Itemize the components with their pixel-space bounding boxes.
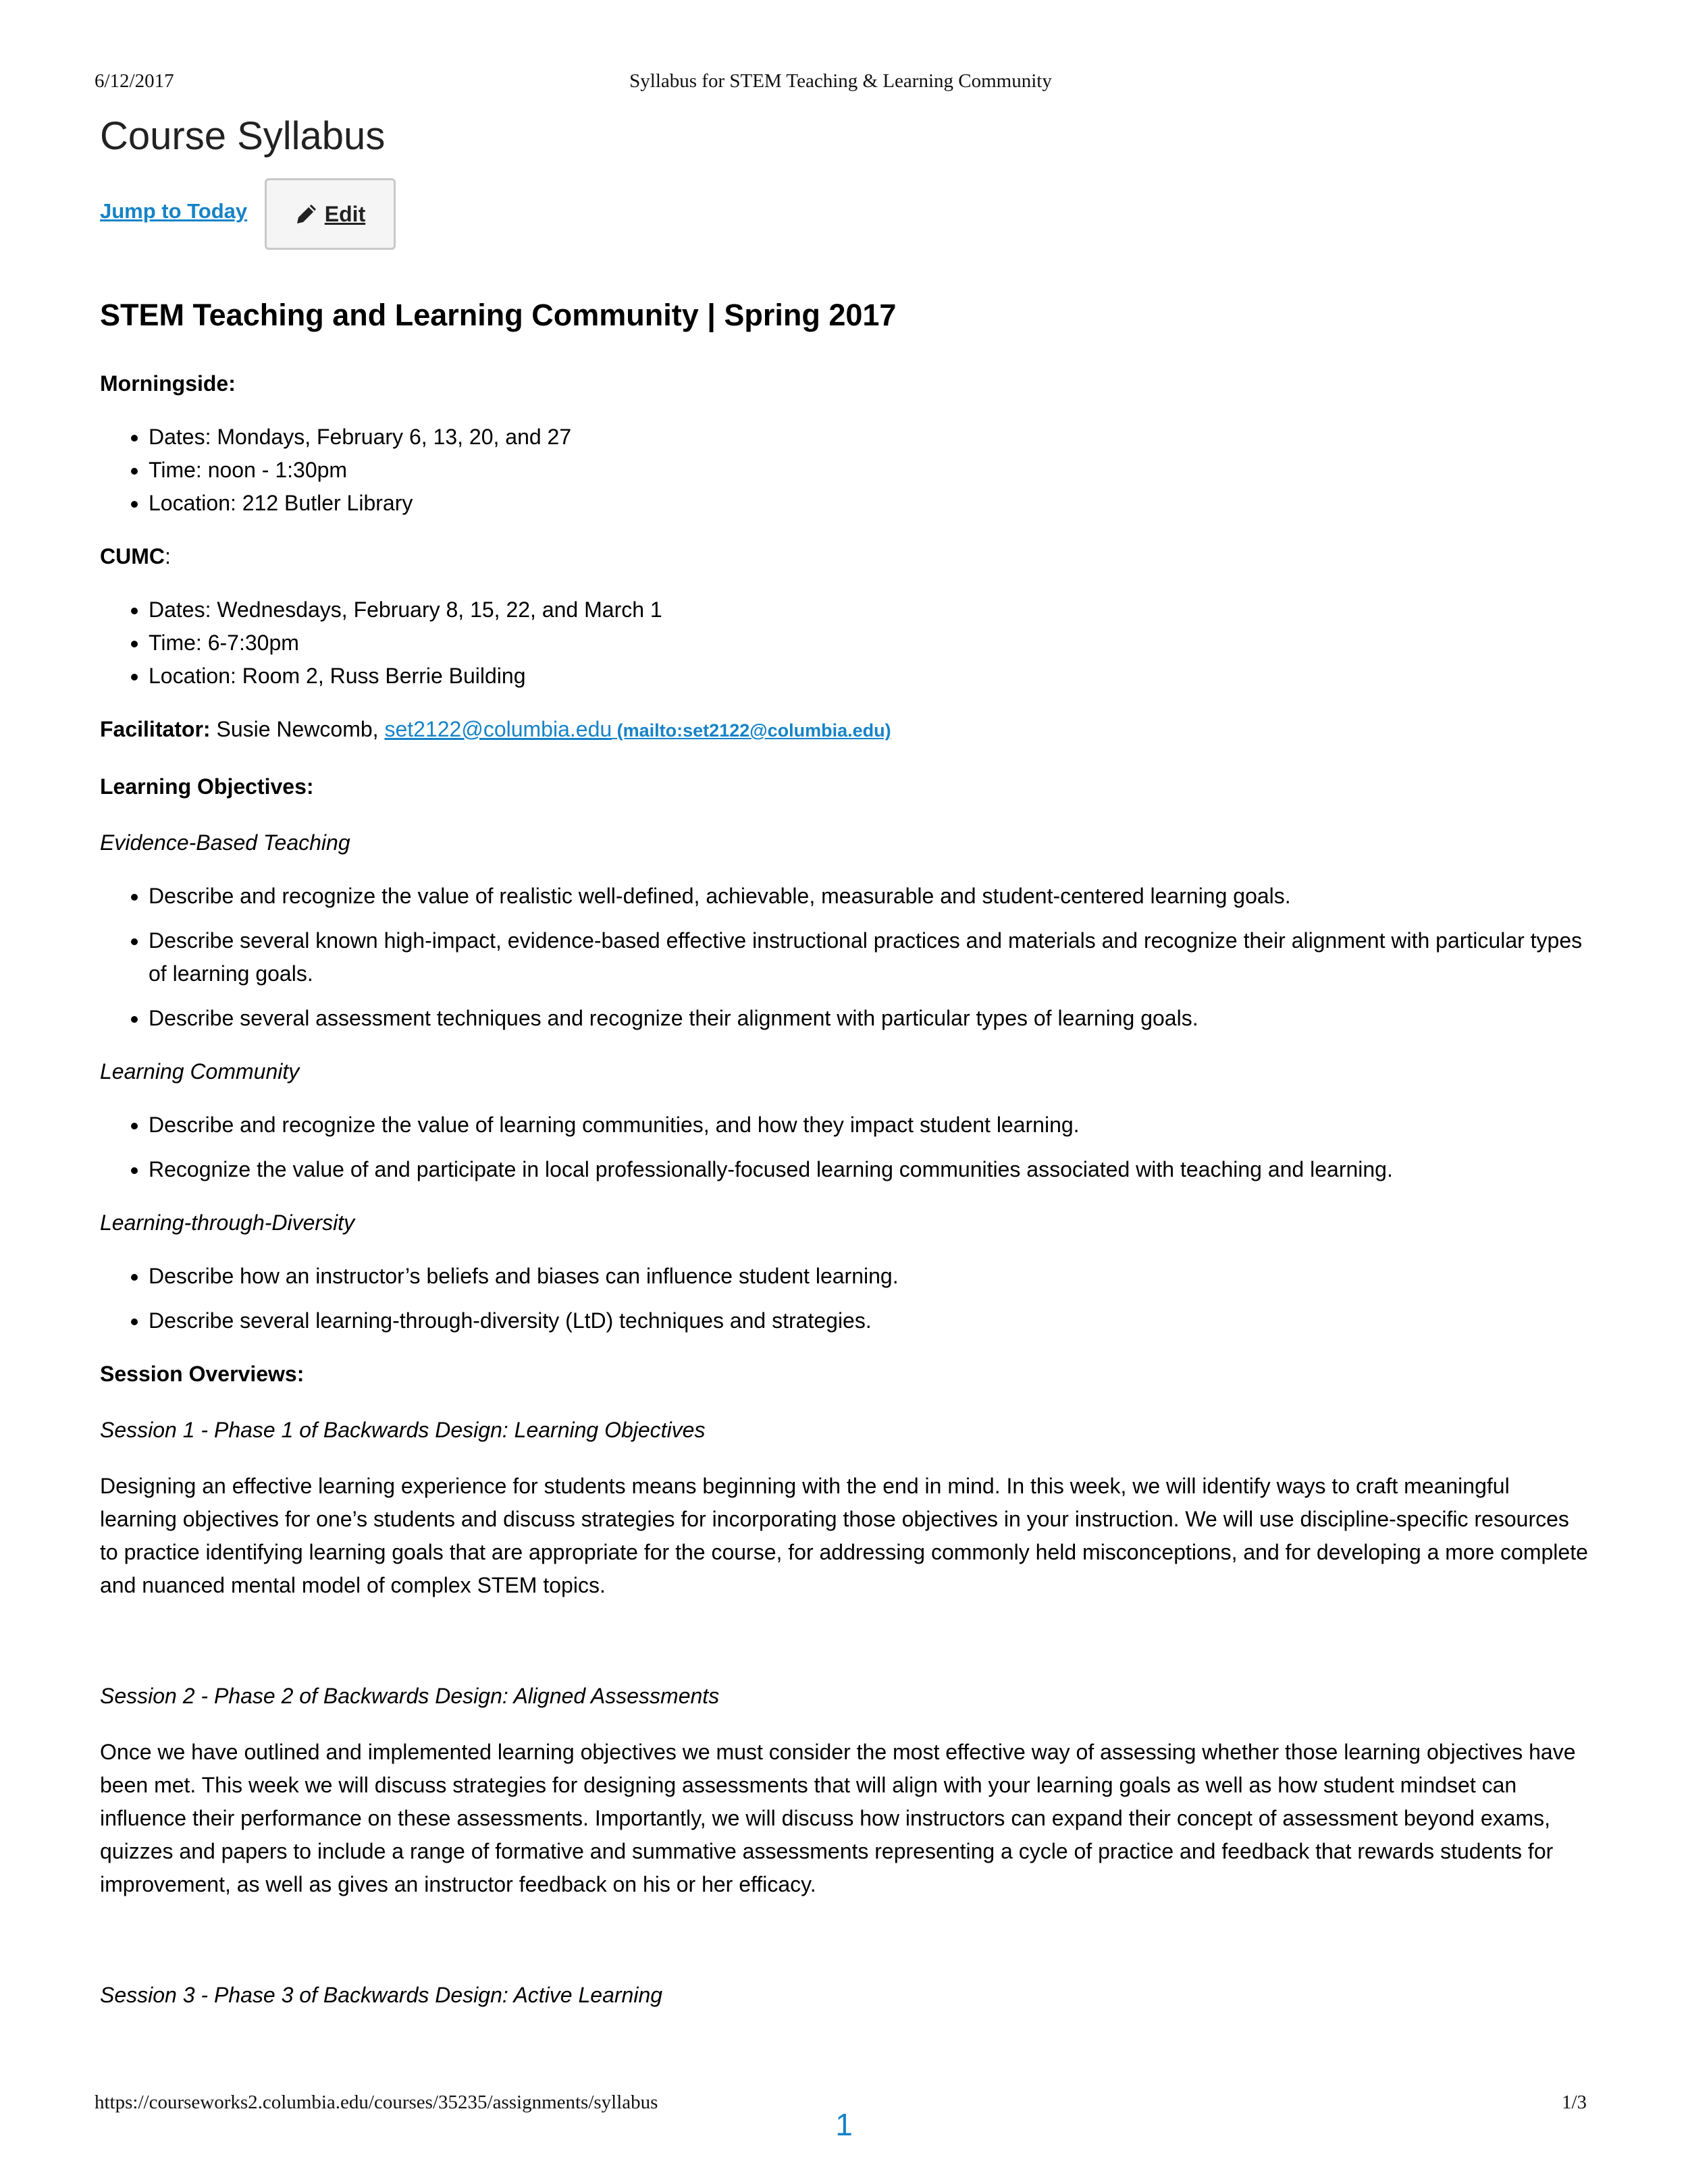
list-item: • Dates: Mondays, February 6, 13, 20, and 27	[149, 421, 1592, 454]
cumc-colon: :	[164, 544, 171, 568]
facilitator-line	[100, 713, 1592, 747]
print-date: 6/12/2017	[95, 70, 174, 92]
print-header	[95, 70, 1587, 97]
list-item: • Describe how an instructor’s beliefs and biases can influence student learning.	[149, 1260, 1592, 1293]
list-item: • Location: Room 2, Russ Berrie Building	[149, 660, 1592, 693]
cumc-label-line	[100, 540, 1592, 573]
cumc-label: CUMC	[100, 544, 165, 568]
jump-to-today-link[interactable]: Jump to Today	[100, 199, 248, 223]
list-item: • Describe several learning-through-diversity (LtD) techniques and strategies.	[149, 1304, 1592, 1337]
syllabus-heading: STEM Teaching and Learning Community | Spring 2017	[100, 298, 897, 332]
list-item: • Time: noon - 1:30pm	[149, 454, 1592, 487]
list-item: • Describe and recognize the value of realistic well-defined, achievable, measurable and student-centered learning goals.	[149, 880, 1592, 913]
cumc-list	[100, 593, 1592, 693]
objective-list	[100, 1260, 1592, 1337]
list-item: • Time: 6-7:30pm	[149, 627, 1592, 660]
facilitator-email-link[interactable]: set2122@columbia.edu	[384, 717, 612, 741]
morningside-label: Morningside:	[100, 371, 236, 396]
page-number: 1	[835, 2107, 853, 2142]
facilitator-name: Susie Newcomb,	[210, 717, 385, 741]
session-title: Session 3 - Phase 3 of Backwards Design: Active Learning	[100, 1983, 663, 2007]
objective-list	[100, 1109, 1592, 1186]
facilitator-mailto-link[interactable]: (mailto:set2122@columbia.edu)	[612, 720, 891, 741]
objective-list	[100, 880, 1592, 1035]
edit-button[interactable]	[265, 178, 396, 250]
morningside-list	[100, 421, 1592, 520]
objective-group-title: Evidence-Based Teaching	[100, 830, 350, 855]
syllabus-content	[100, 297, 1592, 2012]
print-page-count: 1/3	[1561, 2092, 1587, 2113]
list-item: • Location: 212 Butler Library	[149, 487, 1592, 520]
objective-group-title: Learning Community	[100, 1059, 300, 1084]
list-item: • Recognize the value of and participate in local professionally-focused learning communities associated with teaching and learning.	[149, 1153, 1592, 1186]
list-item: • Describe several assessment techniques and recognize their alignment with particular types of learning goals.	[149, 1002, 1592, 1035]
session-title: Session 1 - Phase 1 of Backwards Design: Learning Objectives	[100, 1418, 706, 1442]
page-title: Course Syllabus	[100, 114, 386, 158]
print-document-title: Syllabus for STEM Teaching & Learning Community	[629, 70, 1052, 92]
list-item: • Describe several known high-impact, evidence-based effective instructional practices and materials and recognize their alignment with particular types of learning goals.	[149, 924, 1592, 990]
list-item: • Dates: Wednesdays, February 8, 15, 22, and March 1	[149, 593, 1592, 627]
session-description: Once we have outlined and implemented learning objectives we must consider the most effective way of assessing whether those learning objectives have been met. This week we will discuss strategies for designing assessments that will align with your learning goals as well as how student mindset can influence their performance on these assessments. Importantly, we will discuss how instructors can expand their concept of assessment beyond exams, quizzes and papers to include a range of formative and summative assessments representing a cycle of practice and feedback that rewards students for improvement, as well as gives an instructor feedback on his or her efficacy.	[100, 1740, 1576, 1896]
session-title: Session 2 - Phase 2 of Backwards Design: Aligned Assessments	[100, 1684, 720, 1708]
sessions-label: Session Overviews:	[100, 1362, 305, 1386]
objectives-label: Learning Objectives:	[100, 774, 314, 799]
facilitator-label: Facilitator:	[100, 717, 211, 741]
print-url: https://courseworks2.columbia.edu/courses/35235/assignments/syllabus	[95, 2092, 658, 2113]
edit-button-label: Edit	[324, 201, 366, 226]
objective-group-title: Learning-through-Diversity	[100, 1210, 355, 1235]
list-item: • Describe and recognize the value of learning communities, and how they impact student learning.	[149, 1109, 1592, 1142]
session-description: Designing an effective learning experience for students means beginning with the end in mind. In this week, we will identify ways to craft meaningful learning objectives for one’s students and discuss strategies for incorporating those objectives in your instruction. We will use discipline-specific resources to practice identifying learning goals that are appropriate for the course, for addressing commonly held misconceptions, and for developing a more complete and nuanced mental model of complex STEM topics.	[100, 1474, 1588, 1597]
pencil-icon	[295, 203, 318, 225]
